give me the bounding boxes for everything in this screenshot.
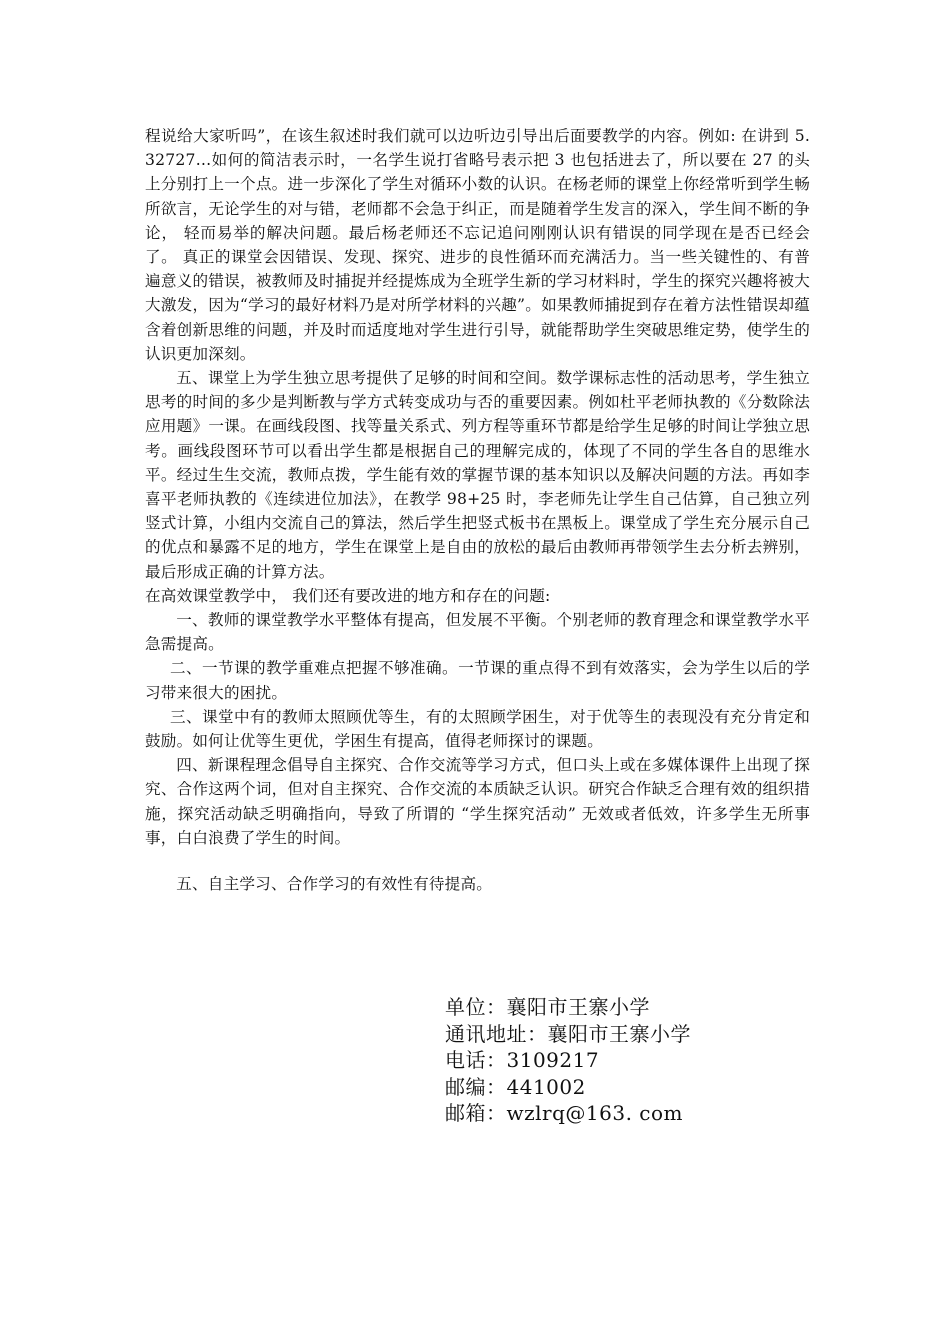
signature-block	[445, 994, 691, 1127]
signature-phone: 电话：3109217	[445, 1048, 600, 1072]
paragraph-problem-four: 四、新课程理念倡导自主探究、合作交流等学习方式，但口头上或在多媒体课件上出现了探究、合作这两个词，但对自主探究、合作交流的本质缺乏认识。研究合作缺乏合理有效的组织措施，探究活动缺乏明确指向，导致了所谓的 “学生探究活动” 无效或者低效，许多学生无所事事，白白浪费了学生的时间。	[145, 756, 810, 847]
paragraph-problem-two: 二、一节课的教学重难点把握不够准确。一节课的重点得不到有效落实，会为学生以后的学习带来很大的困扰。	[145, 659, 810, 702]
paragraph-problem-three: 三、课堂中有的教师太照顾优等生，有的太照顾学困生，对于优等生的表现没有充分肯定和鼓励。如何让优等生更优，学困生有提高，值得老师探讨的课题。	[145, 707, 810, 751]
paragraph-point-five: 五、课堂上为学生独立思考提供了足够的时间和空间。数学课标志性的活动思考，学生独立思考的时间的多少是判断教与学方式转变成功与否的重要因素。例如杜平老师执教的《分数除法应用题》一课。在画线段图、找等量关系式、列方程等重环节都是给学生足够的时间让学独立思考。画线段图环节可以看出学生都是根据自己的理解完成的，体现了不同的学生各自的思维水平。经过生生交流，教师点拨，学生能有效的掌握节课的基本知识以及解决问题的方法。再如李喜平老师执教的《连续进位加法》，在教学 98+25 时，李老师先让学生自己估算，自己独立列竖式计算，小组内交流自己的算法，然后学生把竖式板书在黑板上。课堂成了学生充分展示自己的优点和暴露不足的地方，学生在课堂上是自由的放松的最后由教师再带领学生去分析去辨别，最后形成正确的计算方法。	[145, 369, 810, 581]
paragraph-problems-heading: 在高效课堂教学中， 我们还有要改进的地方和存在的问题:	[145, 586, 551, 605]
signature-unit: 单位：襄阳市王寨小学	[445, 995, 650, 1019]
signature-postcode: 邮编：441002	[445, 1074, 586, 1099]
signature-email: 邮箱：wzlrq@163. com	[445, 1101, 684, 1125]
paragraph-intro: 程说给大家听吗”，在该生叙述时我们就可以边听边引导出后面要教学的内容。例如: 在讲到 5. 32727…如何的简洁表示时，一名学生说打省略号表示把 3 也包括进去了，所以要在 27 的头上分别打上一个点。进一步深化了学生对循环小数的认识。在杨老师的课堂上你经常听到学生畅所欲言，无论学生的对与错，老师都不会急于纠正，而是随着学生发言的深入，学生间不断的争论， 轻而易举的解决问题。最后杨老师还不忘记追问刚刚认识有错误的同学现在是否已经会了。 真正的课堂会因错误、发现、探究、进步的良性循环而充满活力。当一些关键性的、有普遍意义的错误，被教师及时捕捉并经提炼成为全班学生新的学习材料时，学生的探究兴趣将被大大激发，因为“学习的最好材料乃是对所学材料的兴趣”。如果教师捕捉到存在着方法性错误却蕴含着创新思维的问题，并及时而适度地对学生进行引导，就能帮助学生突破思维定势，使学生的认识更加深刻。	[145, 127, 810, 363]
paragraph-problem-five: 五、自主学习、合作学习的有效性有待提高。	[176, 875, 493, 894]
body-text	[145, 124, 810, 896]
signature-address: 通讯地址：襄阳市王寨小学	[445, 1021, 691, 1046]
paragraph-problem-one: 一、教师的课堂教学水平整体有提高，但发展不平衡。个别老师的教育理念和课堂教学水平急需提高。	[145, 611, 810, 654]
